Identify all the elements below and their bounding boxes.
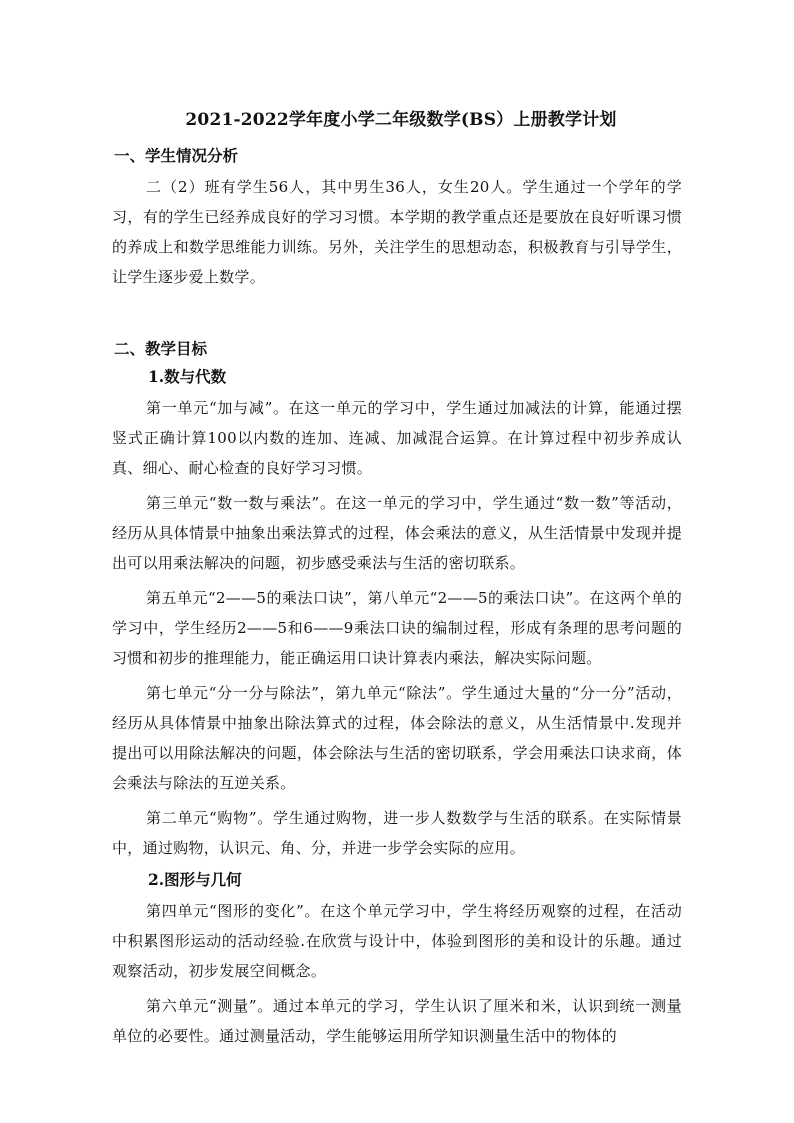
- sub-heading-geometry: 2.图形与几何: [148, 870, 242, 889]
- paragraph-unit-5-8: 第五单元“2——5的乘法口诀”，第八单元“2——5的乘法口诀”。在这两个单的学习中，学生经历2——5和6——9乘法口诀的编制过程，形成有条理的思考问题的习惯和初步的推理能力，能正确运用口诀计算表内乘法，解决实际问题。: [112, 589, 682, 667]
- paragraph-unit-4: 第四单元“图形的变化”。在这个单元学习中，学生将经历观察的过程，在活动中积累图形运动的活动经验.在欣赏与设计中，体验到图形的美和设计的乐趣。通过观察活动，初步发展空间概念。: [112, 902, 682, 980]
- paragraph-unit-2: 第二单元“购物”。学生通过购物，进一步人数数学与生活的联系。在实际情景中，通过购物，认识元、角、分，并进一步学会实际的应用。: [112, 809, 682, 857]
- document-title: 2021-2022学年度小学二年级数学(BS）上册教学计划: [185, 110, 617, 130]
- section-heading-teaching-goals: 二、教学目标: [114, 339, 208, 358]
- section-gap: [112, 297, 682, 331]
- paragraph-student-analysis: 二（2）班有学生56人，其中男生36人，女生20人。学生通过一个学年的学习，有的学生已经养成良好的学习习惯。本学期的教学重点还是要放在良好听课习惯的养成上和数学思维能力训练。另外，关注学生的思想动态，积极教育与引导学生，让学生逐步爱上数学。: [112, 178, 682, 286]
- paragraph-unit-7-9: 第七单元“分一分与除法”，第九单元“除法”。学生通过大量的“分一分”活动，经历从具体情景中抽象出除法算式的过程，体会除法的意义，从生活情景中.发现并提出可以用除法解决的问题，体会除法与生活的密切联系，学会用乘法口诀求商，体会乘法与除法的互逆关系。: [112, 684, 682, 792]
- paragraph-unit-3: 第三单元“数一数与乘法”。在这一单元的学习中，学生通过“数一数”等活动，经历从具体情景中抽象出乘法算式的过程，体会乘法的意义，从生活情景中发现并提出可以用乘法解决的问题，初步感受乘法与生活的密切联系。: [112, 494, 682, 572]
- paragraph-unit-1: 第一单元“加与减”。在这一单元的学习中，学生通过加减法的计算，能通过摆竖式正确计算100以内数的连加、连减、加减混合运算。在计算过程中初步养成认真、细心、耐心检查的良好学习习惯。: [112, 399, 682, 477]
- sub-heading-number-algebra: 1.数与代数: [148, 367, 227, 386]
- paragraph-unit-6: 第六单元“测量”。通过本单元的学习，学生认识了厘米和米，认识到统一测量单位的必要性。通过测量活动，学生能够运用所学知识测量生活中的物体的: [112, 997, 682, 1045]
- section-heading-student-analysis: 一、学生情况分析: [114, 146, 239, 165]
